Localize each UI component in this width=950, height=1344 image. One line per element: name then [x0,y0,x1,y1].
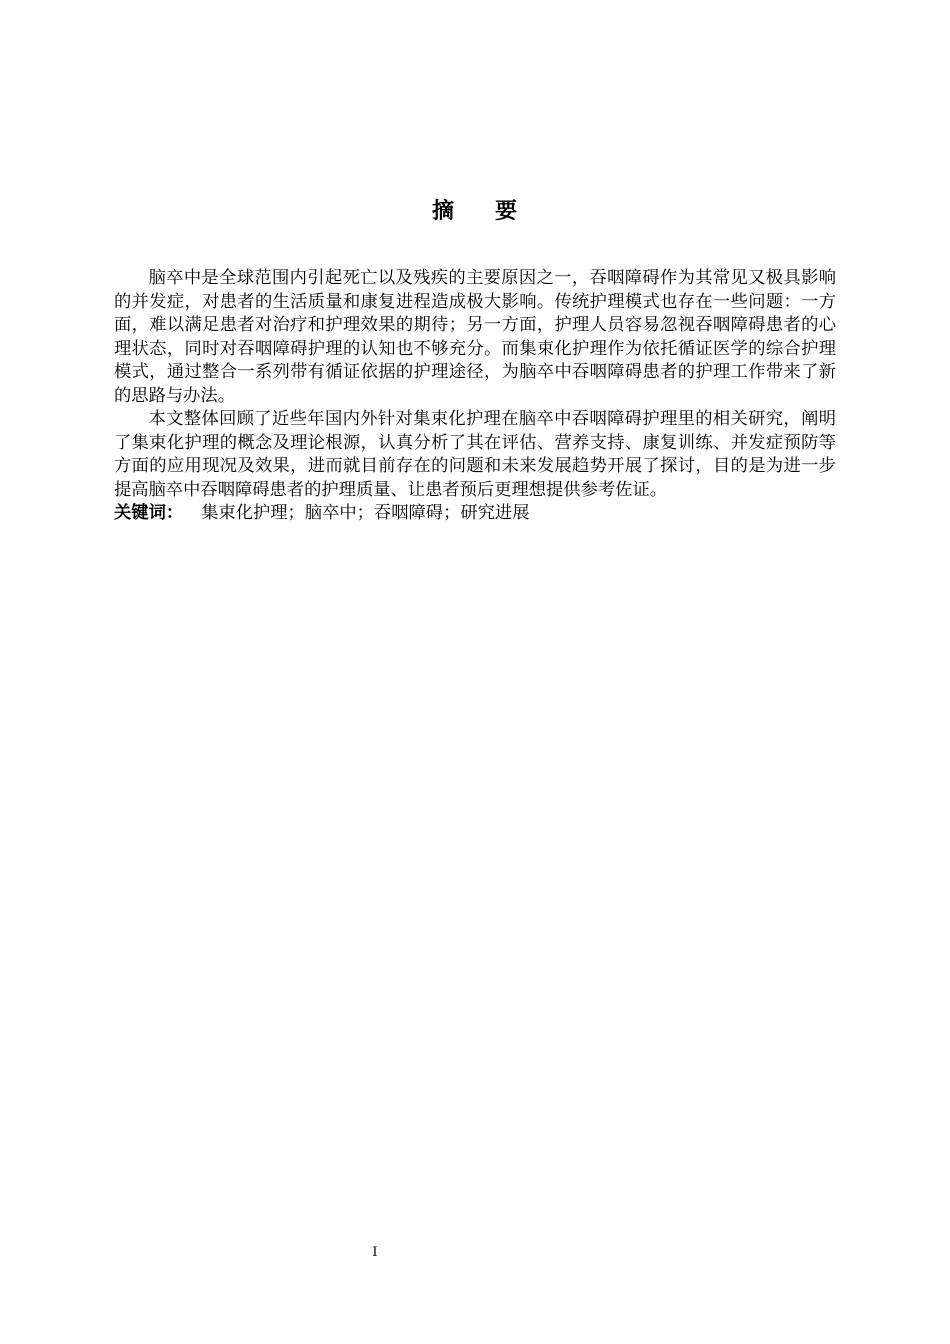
abstract-title [0,196,950,228]
keywords-line [114,502,836,526]
abstract-title-char-1: 摘 [431,199,455,224]
keywords-label: 关键词： [114,503,184,523]
abstract-body [114,267,836,526]
abstract-paragraph-1: 脑卒中是全球范围内引起死亡以及残疾的主要原因之一，吞咽障碍作为其常见又极具影响的并发症，对患者的生活质量和康复进程造成极大影响。传统护理模式也存在一些问题：一方面，难以满足患者对治疗和护理效果的期待；另一方面，护理人员容易忽视吞咽障碍患者的心理状态，同时对吞咽障碍护理的认知也不够充分。而集束化护理作为依托循证医学的综合护理模式，通过整合一系列带有循证依据的护理途径，为脑卒中吞咽障碍患者的护理工作带来了新的思路与办法。 [114,268,836,406]
page-number: I [372,1245,378,1260]
abstract-paragraph-2: 本文整体回顾了近些年国内外针对集束化护理在脑卒中吞咽障碍护理里的相关研究，阐明了集束化护理的概念及理论根源，认真分析了其在评估、营养支持、康复训练、并发症预防等方面的应用现况及效果，进而就目前存在的问题和未来发展趋势开展了探讨，目的是为进一步提高脑卒中吞咽障碍患者的护理质量、让患者预后更理想提供参考佐证。 [114,409,836,500]
keywords-text: 集束化护理；脑卒中；吞咽障碍；研究进展 [201,503,530,523]
abstract-title-char-2: 要 [495,199,519,224]
